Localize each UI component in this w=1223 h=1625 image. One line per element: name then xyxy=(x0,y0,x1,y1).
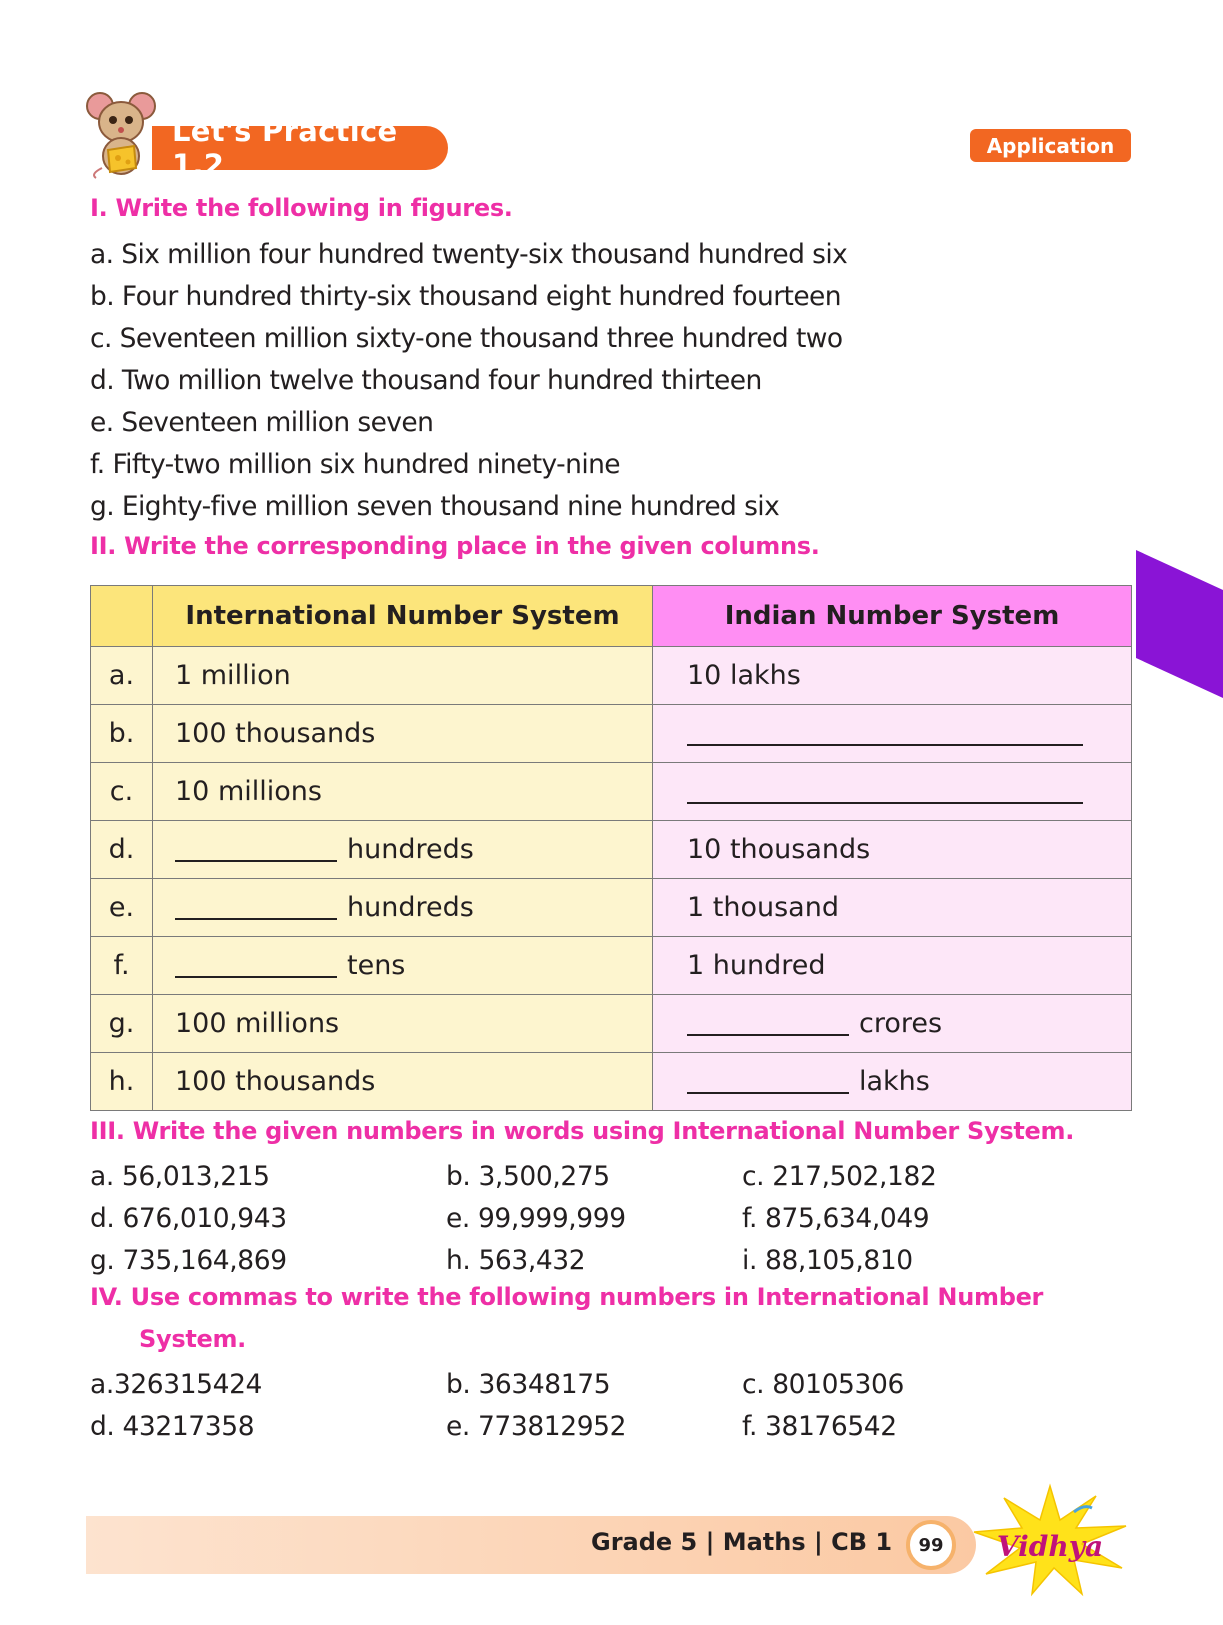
section-3-heading: III. Write the given numbers in words using International Number System. xyxy=(90,1117,1075,1145)
application-badge: Application xyxy=(970,129,1131,162)
indian-cell: 10 thousands xyxy=(653,821,1132,879)
section-4-heading: IV. Use commas to write the following numbers in International Number xyxy=(90,1283,1044,1311)
list-item: e. 99,999,999 xyxy=(446,1203,626,1234)
list-item: e. Seventeen million seven xyxy=(90,407,434,438)
practice-title: Let's Practice 1.2 xyxy=(172,114,398,182)
list-item: f. Fifty-two million six hundred ninety-nine xyxy=(90,449,620,480)
list-item: f. 875,634,049 xyxy=(742,1203,930,1234)
indian-cell: 10 lakhs xyxy=(653,647,1132,705)
section-1-heading: I. Write the following in figures. xyxy=(90,194,513,222)
table-row xyxy=(91,763,1132,821)
row-label: a. xyxy=(91,647,153,705)
list-item: i. 88,105,810 xyxy=(742,1245,913,1276)
row-label: b. xyxy=(91,705,153,763)
answer-blank[interactable] xyxy=(175,954,337,978)
list-item: b. 3,500,275 xyxy=(446,1161,610,1192)
list-item: g. 735,164,869 xyxy=(90,1245,287,1276)
answer-blank[interactable] xyxy=(687,780,1083,804)
intl-cell: 100 millions xyxy=(153,995,653,1053)
table-row xyxy=(91,937,1132,995)
table-row xyxy=(91,1053,1132,1111)
answer-blank[interactable] xyxy=(175,838,337,862)
list-item: d. Two million twelve thousand four hundred thirteen xyxy=(90,365,762,396)
indian-cell: 1 hundred xyxy=(653,937,1132,995)
table-row xyxy=(91,705,1132,763)
answer-blank[interactable] xyxy=(687,1012,849,1036)
indian-unit: crores xyxy=(859,1008,943,1039)
list-item: e. 773812952 xyxy=(446,1411,627,1442)
row-label: h. xyxy=(91,1053,153,1111)
list-item: b. 36348175 xyxy=(446,1369,611,1400)
list-item: c. 217,502,182 xyxy=(742,1161,937,1192)
logo-text: Vidhya xyxy=(996,1530,1104,1563)
table-header-blank xyxy=(91,586,153,647)
table-header-row xyxy=(91,586,1132,647)
row-label: g. xyxy=(91,995,153,1053)
table-header-indian: Indian Number System xyxy=(653,586,1132,647)
table-row xyxy=(91,647,1132,705)
vidhya-logo-icon xyxy=(966,1482,1134,1598)
indian-cell xyxy=(653,995,1132,1053)
indian-cell: 1 thousand xyxy=(653,879,1132,937)
section-4-heading-cont: System. xyxy=(139,1325,246,1353)
indian-cell xyxy=(653,705,1132,763)
list-item: d. 676,010,943 xyxy=(90,1203,287,1234)
list-item: c. 80105306 xyxy=(742,1369,904,1400)
section-1-list xyxy=(90,234,847,528)
section-2-heading: II. Write the corresponding place in the given columns. xyxy=(90,532,820,560)
list-item: d. 43217358 xyxy=(90,1411,255,1442)
intl-cell: 10 millions xyxy=(153,763,653,821)
intl-cell xyxy=(153,821,653,879)
intl-cell: 100 thousands xyxy=(153,705,653,763)
table-row xyxy=(91,995,1132,1053)
intl-cell: 1 million xyxy=(153,647,653,705)
row-label: c. xyxy=(91,763,153,821)
footer-grade-text: Grade 5 | Maths | CB 1 xyxy=(591,1528,893,1556)
intl-cell xyxy=(153,937,653,995)
side-tab-marker xyxy=(1136,550,1223,698)
row-label: f. xyxy=(91,937,153,995)
intl-unit: tens xyxy=(347,950,406,981)
page-number: 99 xyxy=(906,1520,956,1570)
intl-unit: hundreds xyxy=(347,834,474,865)
list-item: b. Four hundred thirty-six thousand eight hundred fourteen xyxy=(90,281,841,312)
list-item: g. Eighty-five million seven thousand nine hundred six xyxy=(90,491,780,522)
indian-cell xyxy=(653,763,1132,821)
answer-blank[interactable] xyxy=(687,722,1083,746)
list-item: a. 56,013,215 xyxy=(90,1161,270,1192)
practice-banner xyxy=(152,114,448,182)
row-label: e. xyxy=(91,879,153,937)
row-label: d. xyxy=(91,821,153,879)
list-item: f. 38176542 xyxy=(742,1411,897,1442)
list-item: c. Seventeen million sixty-one thousand three hundred two xyxy=(90,323,843,354)
indian-unit: lakhs xyxy=(859,1066,930,1097)
list-item: h. 563,432 xyxy=(446,1245,586,1276)
answer-blank[interactable] xyxy=(175,896,337,920)
table-row xyxy=(91,821,1132,879)
list-item: a. Six million four hundred twenty-six thousand hundred six xyxy=(90,239,848,270)
list-item: a.326315424 xyxy=(90,1369,263,1400)
table-row xyxy=(91,879,1132,937)
table-header-international: International Number System xyxy=(153,586,653,647)
indian-cell xyxy=(653,1053,1132,1111)
intl-unit: hundreds xyxy=(347,892,474,923)
number-system-table xyxy=(90,585,1132,1111)
answer-blank[interactable] xyxy=(687,1070,849,1094)
intl-cell: 100 thousands xyxy=(153,1053,653,1111)
intl-cell xyxy=(153,879,653,937)
